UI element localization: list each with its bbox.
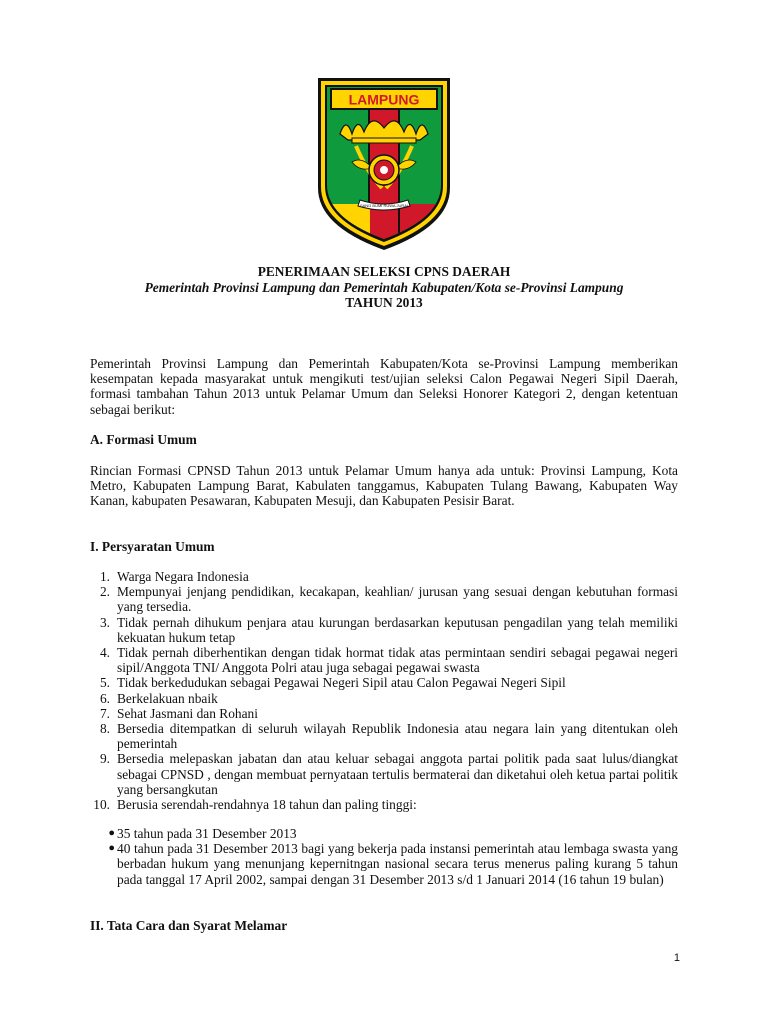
- emblem-graphic: [316, 76, 452, 252]
- lampung-emblem: [316, 76, 452, 252]
- document-header: [60, 264, 708, 311]
- list-item: 3. Tidak pernah dihukum penjara atau kurungan berdasarkan keputusan pengadilan yang telah memiliki kekuatan hukum tetap: [99, 614, 678, 645]
- section-2-heading: II. Tata Cara dan Syarat Melamar: [90, 918, 288, 933]
- page-number: 1: [673, 952, 680, 964]
- section-a-heading: A. Formasi Umum: [90, 432, 197, 447]
- bullet-item: ● 35 tahun pada 31 Desember 2013: [108, 826, 297, 841]
- document-subtitle: Pemerintah Provinsi Lampung dan Pemerintah Kabupaten/Kota se-Provinsi Lampung: [144, 279, 624, 295]
- list-item: 8. Bersedia ditempatkan di seluruh wilayah Republik Indonesia atau negara lain yang ditentukan oleh pemerintah: [99, 721, 678, 752]
- list-item: 4. Tidak pernah diberhentikan dengan tidak hormat tidak atas permintaan sendiri sebagai pegawai negeri sipil/Anggota TNI/ Anggota Polri atau juga sebagai pegawai swasta: [99, 645, 678, 676]
- document-year: TAHUN 2013: [345, 295, 423, 310]
- list-item: 5. Tidak berkedudukan sebagai Pegawai Negeri Sipil atau Calon Pegawai Negeri Sipil: [99, 675, 566, 691]
- list-item: 7. Sehat Jasmani dan Rohani: [99, 705, 258, 721]
- section-1-heading: I. Persyaratan Umum: [90, 539, 215, 554]
- section-a-text: Rincian Formasi CPNSD Tahun 2013 untuk Pelamar Umum hanya ada untuk: Provinsi Lampung, Kota Metro, Kabupaten Lampung Barat, Kabulaten tanggamus, Kabupaten Tulang Bawang, Kabupaten Way Kanan, kabupaten Pesawaran, Kabupaten Mesuji, dan Kabupaten Pesisir Barat.: [90, 463, 678, 509]
- document-title: PENERIMAAN SELEKSI CPNS DAERAH: [257, 264, 511, 279]
- emblem-banner-text: LAMPUNG: [348, 91, 420, 108]
- list-item: 9. Bersedia melepaskan jabatan dan atau keluar sebagai anggota partai politik pada saat lulus/diangkat sebagai CPNSD , dengan membuat pernyataan tertulis bermaterai dan diketahui oleh ketua partai politik yang bersangkutan: [99, 751, 678, 797]
- emblem-motto: SANG BUMI RUWA JURAI: [359, 203, 409, 208]
- intro-paragraph: Pemerintah Provinsi Lampung dan Pemerintah Kabupaten/Kota se-Provinsi Lampung memberikan kesempatan kepada masyarakat untuk mengikuti test/ujian seleksi Calon Pegawai Negeri Sipil Daerah, formasi tambahan Tahun 2013 untuk Pelamar Umum dan Seleksi Honorer Kategori 2, dengan ketentuan sebagai berikut:: [90, 356, 678, 417]
- bullet-item: ● 40 tahun pada 31 Desember 2013 bagi yang bekerja pada instansi pemerintah atau lembaga swasta yang berbadan hukum yang menunjang kepernitngan nasional secara terus menerus paling kurang 5 tahun pada tanggal 17 April 2002, sampai dengan 31 Desember 2013 s/d 1 Januari 2014 (16 tahun 19 bulan): [108, 841, 678, 887]
- list-item: 2. Mempunyai jenjang pendidikan, kecakapan, keahlian/ jurusan yang sesuai dengan kebutuhan formasi yang tersedia.: [99, 584, 678, 615]
- bullet-icon: ●: [108, 827, 115, 839]
- list-item: 10. Berusia serendah-rendahnya 18 tahun dan paling tinggi:: [93, 797, 417, 813]
- list-item: 1. Warga Negara Indonesia: [99, 569, 249, 584]
- age-bullet-list: [90, 826, 678, 887]
- bullet-icon: ●: [108, 842, 115, 855]
- list-item: 6. Berkelakuan nbaik: [99, 690, 218, 706]
- requirements-list: [90, 569, 678, 812]
